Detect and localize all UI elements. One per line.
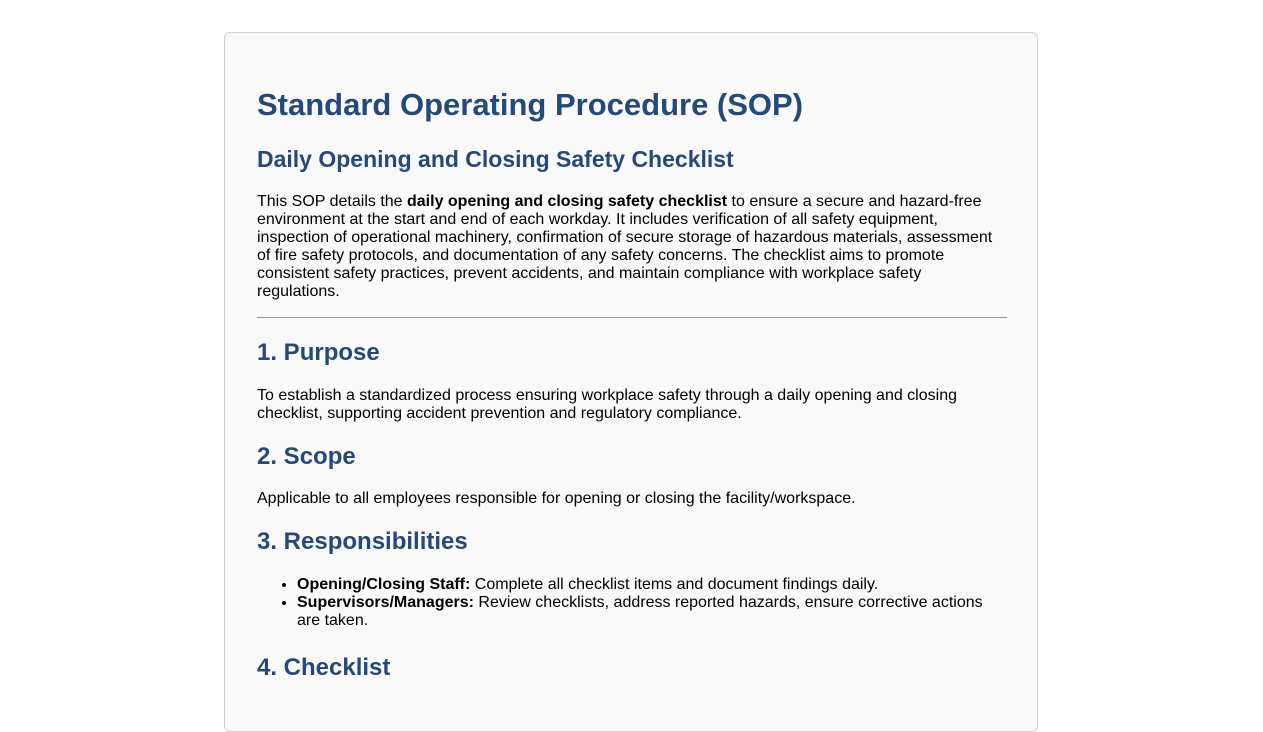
intro-text-bold: daily opening and closing safety checklist bbox=[407, 193, 728, 210]
scope-text: Applicable to all employees responsible for opening or closing the facility/workspace. bbox=[257, 490, 856, 507]
role-label: Supervisors/Managers: bbox=[297, 594, 474, 611]
intro-paragraph bbox=[257, 193, 1007, 301]
responsibilities-heading: 3. Responsibilities bbox=[257, 528, 468, 555]
responsibilities-list bbox=[257, 576, 1007, 630]
role-label: Opening/Closing Staff: bbox=[297, 576, 471, 593]
role-description: Complete all checklist items and document findings daily. bbox=[470, 576, 879, 593]
intro-text-end: to ensure a secure and hazard-free environment at the start and end of each workday. It includes verification of all safety equipment, inspection of operational machinery, confirmation of secure storage of hazardous materials, assessment of fire safety protocols, and documentation of any safety concerns. The checklist aims to promote consistent safety practices, prevent accidents, and maintain compliance with workplace safety regulations. bbox=[257, 193, 993, 300]
scope-heading: 2. Scope bbox=[257, 443, 356, 470]
purpose-text: To establish a standardized process ensuring workplace safety through a daily opening and closing checklist, supporting accident prevention and regulatory compliance. bbox=[257, 387, 957, 422]
intro-text-start: This SOP details the bbox=[257, 193, 407, 210]
checklist-heading: 4. Checklist bbox=[257, 654, 391, 681]
section-divider bbox=[257, 317, 1007, 318]
purpose-heading: 1. Purpose bbox=[257, 339, 380, 366]
sop-document bbox=[224, 32, 1038, 732]
list-item bbox=[297, 576, 1007, 594]
role-description: Review checklists, address reported hazards, ensure corrective actions are taken. bbox=[297, 594, 983, 629]
page-title: Standard Operating Procedure (SOP) bbox=[257, 87, 804, 122]
list-item bbox=[297, 594, 1007, 630]
document-subtitle: Daily Opening and Closing Safety Checklist bbox=[257, 146, 734, 172]
